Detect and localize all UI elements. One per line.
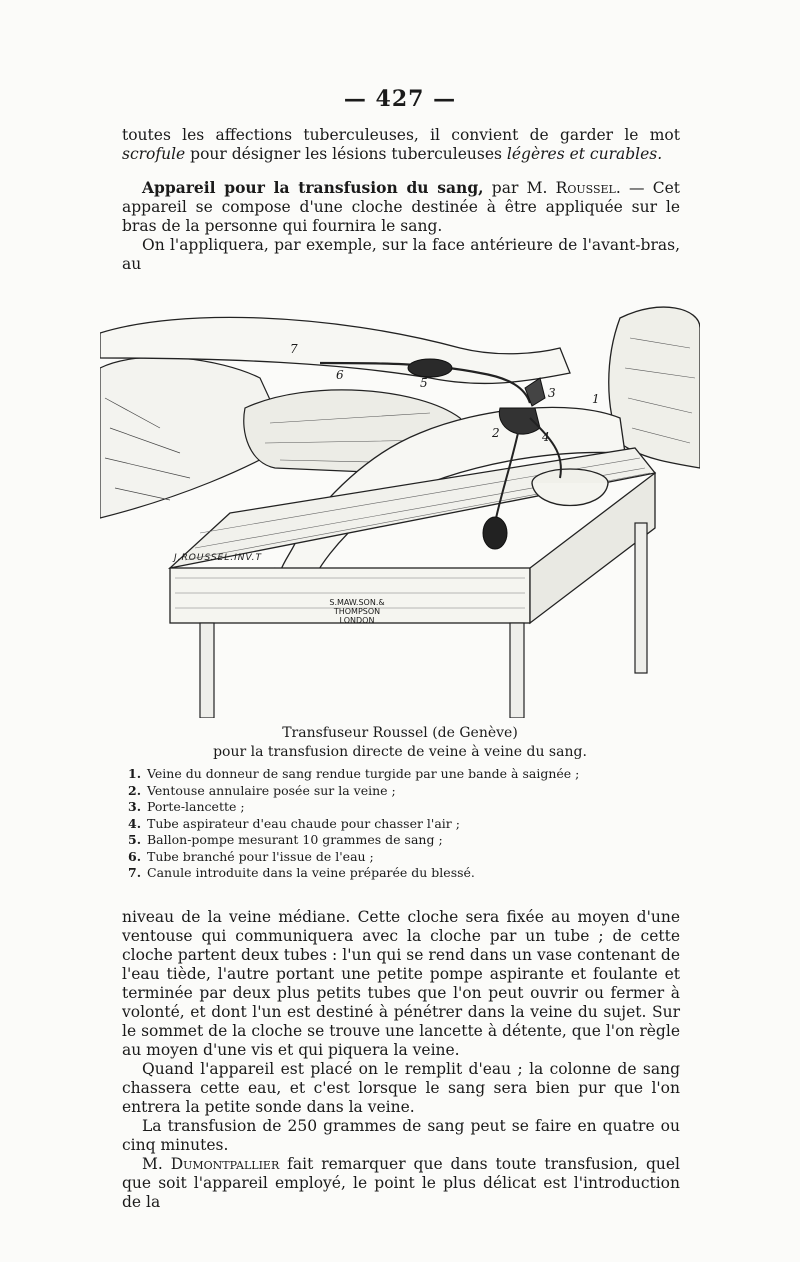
body-text [122,908,680,1212]
section-paragraph [122,178,680,274]
legend-text: Veine du donneur de sang rendue turgide par une bande à saignée ; [147,766,580,781]
figure-label-5: 5 [420,376,428,390]
section-author: Roussel [555,179,616,197]
intro-italic-2: légères et curables. [506,145,663,163]
legend-item [128,832,688,849]
body-para-1: niveau de la veine médiane. Cette cloche sera fixée au moyen d'une ventouse qui communiquera avec la cloche par un tube ; de cette cloche partent deux tubes : l'un qui se rend dans un vase contenant de l'eau tiède, l'autre portant une petite pompe aspirante et foulante et terminée par deux plus petits tubes que l'on peut ouvrir ou fermer à volonté, et dont l'un est destiné à pénétrer dans la veine du sujet. Sur le sommet de la cloche se trouve une lancette à détente, que l'on règle au moyen d'une vis et qui piquera la veine. [122,908,680,1059]
legend-num: 4. [128,815,142,831]
legend-item [128,766,688,783]
figure-label-4: 4 [542,430,550,444]
legend-text: Ventouse annulaire posée sur la veine ; [147,782,396,798]
legend-num: 5. [128,832,142,847]
caption-line-2: pour la transfusion directe de veine à veine du sang. [213,744,587,760]
intro-text-1: toutes les affections tuberculeuses, il convient de garder le mot [122,126,680,144]
figure-label-2: 2 [492,426,500,440]
legend-item [128,865,688,882]
table-leg-mid [510,623,524,718]
figure-label-1: 1 [592,392,600,406]
figure-label-3: 3 [548,386,556,400]
figure-label-7a: 7 [290,342,298,356]
legend-item [128,783,688,800]
maker-line-2: THOMPSON [333,607,381,616]
legend-text: Ballon-pompe mesurant 10 grammes de sang ; [147,832,443,847]
figure-engraving [100,268,700,718]
legend-text: Canule introduite dans la veine préparée du blessé. [147,865,475,880]
pump-bulb [483,517,507,549]
section-para2: On l'appliquera, par exemple, sur la face antérieure de l'avant-bras, au [122,236,680,273]
legend-num: 6. [128,848,142,864]
legend-num: 3. [128,799,142,814]
intro-italic-1: scrofule [122,145,186,163]
table-leg-left [200,623,214,718]
legend-text: Porte-lancette ; [147,799,245,814]
legend-item [128,816,688,833]
figure-legend [128,766,688,882]
transfusion-figure [100,268,700,718]
legend-item [128,799,688,816]
balloon-pump [408,359,452,377]
legend-text: Tube branché pour l'issue de l'eau ; [147,848,374,864]
legend-num: 1. [128,766,142,781]
legend-text: Tube aspirateur d'eau chaude pour chasser l'air ; [147,815,460,831]
section-text: . — Cet appareil se compose d'une cloche destinée à être appliquée sur le bras de la personne qui fournira le sang. [122,179,680,235]
intro-paragraph [122,126,680,164]
maker-mark [318,598,396,625]
maker-line-1: S.MAW.SON.& [329,598,385,607]
body-para-4-author: M. Dumontpallier [142,1155,280,1173]
body-para-3: La transfusion de 250 grammes de sang peut se faire en quatre ou cinq minutes. [122,1117,680,1154]
intro-text-2: pour désigner les lésions tuberculeuses [185,145,507,163]
engraver-signature: J.ROUSSEL.INV.T [174,553,262,563]
legend-num: 2. [128,782,142,798]
figure-caption [120,724,680,762]
body-para-4 [122,1155,680,1212]
section-by: par M. [483,179,556,197]
caption-line-1: Transfuseur Roussel (de Genève) [282,725,518,741]
legend-num: 7. [128,865,142,880]
lancet-holder [525,378,545,406]
body-para-2: Quand l'appareil est placé on le remplit d'eau ; la colonne de sang chassera cette eau, et c'est lorsque le sang sera bien pur que l'on entrera la petite sonde dans la veine. [122,1060,680,1116]
body-para-4-text: fait remarquer que dans toute transfusion, quel que soit l'appareil employé, le point le plus délicat est l'introduction de la [122,1155,680,1211]
table-leg-right [635,523,647,673]
figure-label-6: 6 [336,368,344,382]
page-number: — 427 — [343,86,457,112]
section-title: Appareil pour la transfusion du sang, [142,178,484,197]
maker-line-3: LONDON [339,616,375,625]
legend-item [128,849,688,866]
